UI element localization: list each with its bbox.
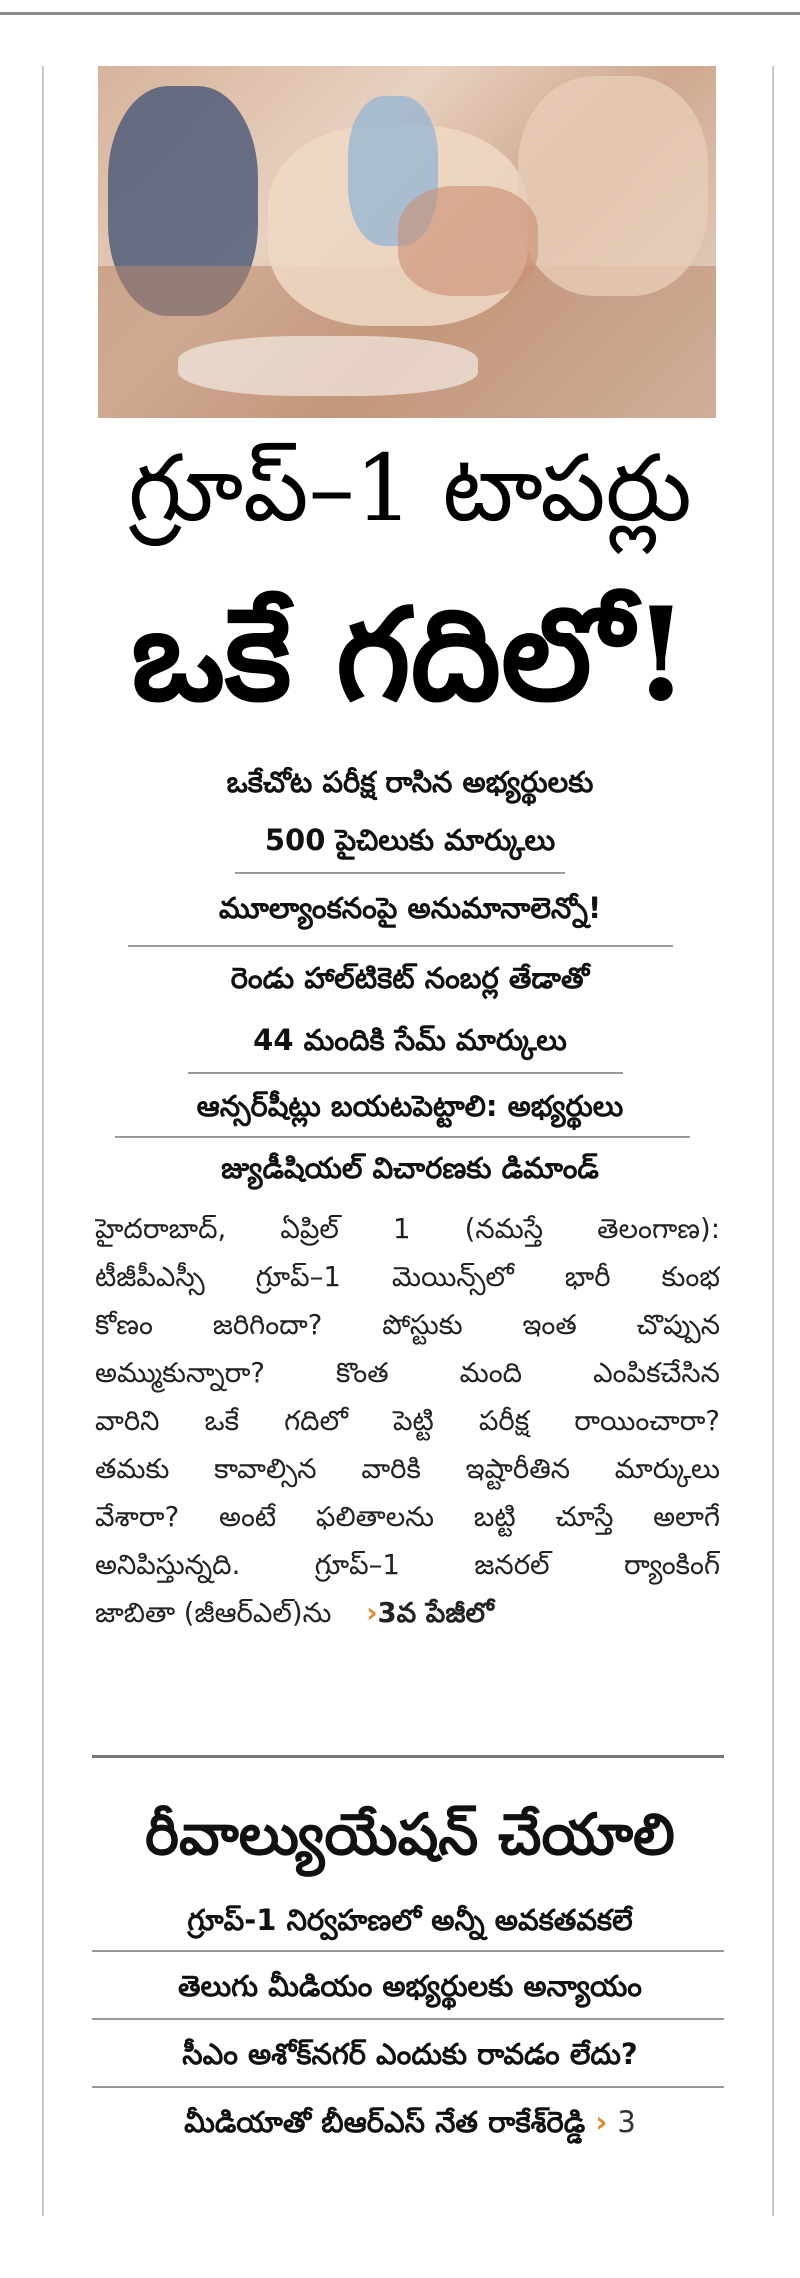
column-rule-left: [42, 66, 44, 2216]
deck-line-7: జ్యుడీషియల్ విచారణకు డిమాండ్: [221, 1151, 599, 1185]
deck-line-2: 500 పైచిలుకు మార్కులు: [264, 823, 556, 857]
top-border: [0, 12, 800, 15]
jump-page-text: 3వ పేజీలో: [377, 1597, 494, 1629]
continued-on-page-link[interactable]: [366, 1597, 494, 1629]
body-line: వేశారా? అంటే ఫలితాలను బట్టి చూస్తే అలాగే: [95, 1501, 720, 1533]
deck-divider: [115, 1136, 690, 1138]
second-sub-1: గ్రూప్-1 నిర్వహణలో అన్నీ అవకతవకలే: [187, 1903, 633, 1937]
headline-line-2: ఒకే గదిలో!: [131, 580, 689, 730]
chevron-right-icon: ›: [366, 1597, 378, 1629]
jump-page-number[interactable]: 3: [617, 2105, 636, 2139]
body-line-last: [95, 1589, 720, 1637]
second-sub-4-text: మీడియాతో బీఆర్ఎస్ నేత రాకేశ్‌రెడ్డి: [184, 2105, 586, 2139]
article-body: [95, 1205, 720, 1637]
headline-line-1: గ్రూప్–1 టాపర్లు: [128, 435, 692, 542]
deck-line-3: మూల్యాంకనంపై అనుమానాలెన్నో!: [218, 891, 602, 925]
body-line: అనిపిస్తున్నది. గ్రూప్–1 జనరల్ ర్యాంకింగ్: [95, 1549, 720, 1581]
deck-line-5: 44 మందికి సేమ్ మార్కులు: [253, 1023, 567, 1057]
body-line: అమ్ముకున్నారా? కొంత మంది ఎంపికచేసిన: [95, 1357, 720, 1389]
body-last-text: జాబితా (జీఆర్ఎల్)ను: [95, 1597, 332, 1629]
body-line: కోణం జరిగిందా? పోస్టుకు ఇంత చొప్పున: [95, 1309, 720, 1341]
body-line: తమకు కావాల్సిన వారికి ఇష్టారీతిన మార్కులు: [95, 1453, 720, 1485]
body-line: వారిని ఒకే గదిలో పెట్టి పరీక్ష రాయించారా?: [95, 1405, 720, 1437]
deck-divider: [188, 1072, 623, 1074]
body-line: హైదరాబాద్, ఏప్రిల్ 1 (నమస్తే తెలంగాణ):: [95, 1213, 720, 1245]
sub-divider: [92, 2018, 724, 2020]
exam-writing-photo: [98, 66, 716, 418]
deck-line-4: రెండు హాల్‌టికెట్ నంబర్ల తేడాతో: [230, 961, 590, 995]
second-sub-4: [90, 2102, 730, 2142]
column-rule-right: [772, 66, 774, 2216]
section-divider: [92, 1755, 724, 1758]
second-sub-2: తెలుగు మీడియం అభ్యర్థులకు అన్యాయం: [177, 1969, 642, 2003]
deck-divider: [235, 872, 565, 874]
deck-line-1: ఒకేచోట పరీక్ష రాసిన అభ్యర్థులకు: [226, 765, 594, 799]
chevron-right-icon[interactable]: ›: [595, 2105, 608, 2139]
second-headline: రీవాల్యుయేషన్ చేయాలి: [145, 1802, 675, 1868]
body-line: టీజీపీఎస్సీ గ్రూప్–1 మెయిన్స్‌లో భారీ కుంభ: [95, 1261, 720, 1293]
deck-divider: [128, 945, 673, 947]
sub-divider: [92, 1950, 724, 1952]
sub-divider: [92, 2086, 724, 2088]
deck-line-6: ఆన్సర్‌షీట్లు బయటపెట్టాలి: అభ్యర్థులు: [196, 1089, 624, 1123]
second-sub-3: సీఎం అశోక్‌నగర్ ఎందుకు రావడం లేదు?: [182, 2037, 638, 2071]
